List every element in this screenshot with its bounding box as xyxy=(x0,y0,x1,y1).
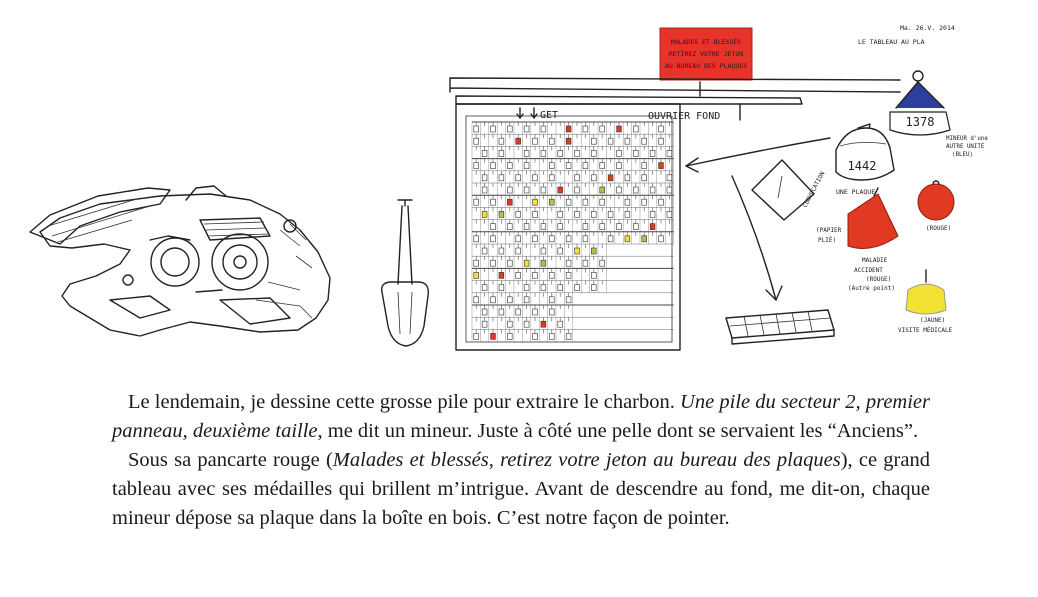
board-title-note: LE TABLEAU AU PLA xyxy=(858,38,925,46)
arrow-to-board xyxy=(686,138,830,166)
paragraph-1 xyxy=(112,388,930,446)
red-large-caption-2: ACCIDENT xyxy=(854,267,883,274)
red-large-caption-3: (ROUGE) xyxy=(866,276,892,283)
p2-part-3: ), ce grand tableau avec ses médailles qui brillent m’intrigue. Avant de descendre au fond, me dit-on, chaque mineur dépose sa plaque dans la boîte en bois. C’est notre façon de pointer. xyxy=(112,449,930,529)
board-marks: GET xyxy=(540,110,559,121)
yellow-caption-1: (JAUNE) xyxy=(920,317,946,324)
body-text xyxy=(112,388,930,533)
blue-caption-3: (BLEU) xyxy=(952,152,973,158)
red-large-caption-4: (Autre point) xyxy=(848,285,895,292)
white-medal-number: 1442 xyxy=(847,159,877,173)
blue-caption-1: MINEUR d'une xyxy=(946,136,988,142)
yellow-caption-2: VISITE MÉDICALE xyxy=(898,327,953,334)
shovel-drawing xyxy=(382,200,429,346)
convocation-caption-3: PLIÉ) xyxy=(818,237,837,244)
blue-medal xyxy=(890,71,988,158)
red-small-medal xyxy=(918,181,954,232)
p2-quote: Malades et blessés, retirez votre jeton au bureau des plaques xyxy=(332,449,841,471)
sign-line-2: RETIREZ VOTRE JETON xyxy=(668,50,744,58)
yellow-medal xyxy=(898,270,953,334)
convocation-caption-2: (PAPIER xyxy=(816,227,842,234)
convocation-paper-drawing xyxy=(752,160,842,244)
date-note: Ma. 26.V. 2014 xyxy=(900,24,955,32)
white-medal-caption: UNE PLAQUE xyxy=(836,188,876,196)
convocation-caption-1: CONVOCATION xyxy=(801,170,827,209)
sign-line-3: AU BUREAU DES PLAQUES xyxy=(664,62,748,70)
p2-part-1: Sous sa pancarte rouge ( xyxy=(128,449,333,471)
paragraph-2 xyxy=(112,446,930,533)
blue-medal-number: 1378 xyxy=(905,115,935,129)
board-header: OUVRIER FOND xyxy=(648,111,721,122)
sign-line-1: MALADES ET BLESSÉS xyxy=(670,38,742,46)
red-sign xyxy=(660,28,752,96)
wooden-box-drawing xyxy=(726,310,834,344)
white-medal xyxy=(836,124,894,196)
arrow-to-box xyxy=(732,176,776,300)
red-large-caption-1: MALADIE xyxy=(862,257,888,264)
coal-machine-drawing xyxy=(30,186,330,336)
p1-part-3: , me dit un mineur. Juste à côté une pelle dont se servaient les “Anciens”. xyxy=(317,420,919,442)
blue-caption-2: AUTRE UNITÉ xyxy=(946,144,985,150)
p1-part-1: Le lendemain, je dessine cette grosse pile pour extraire le charbon. xyxy=(128,391,681,413)
medal-board-drawing xyxy=(450,78,900,350)
red-large-medal xyxy=(848,188,898,292)
red-small-caption: (ROUGE) xyxy=(926,225,952,232)
p1-quote: Une pile du secteur 2, premier panneau, deuxième taille xyxy=(112,391,930,442)
board-grid xyxy=(472,122,674,342)
